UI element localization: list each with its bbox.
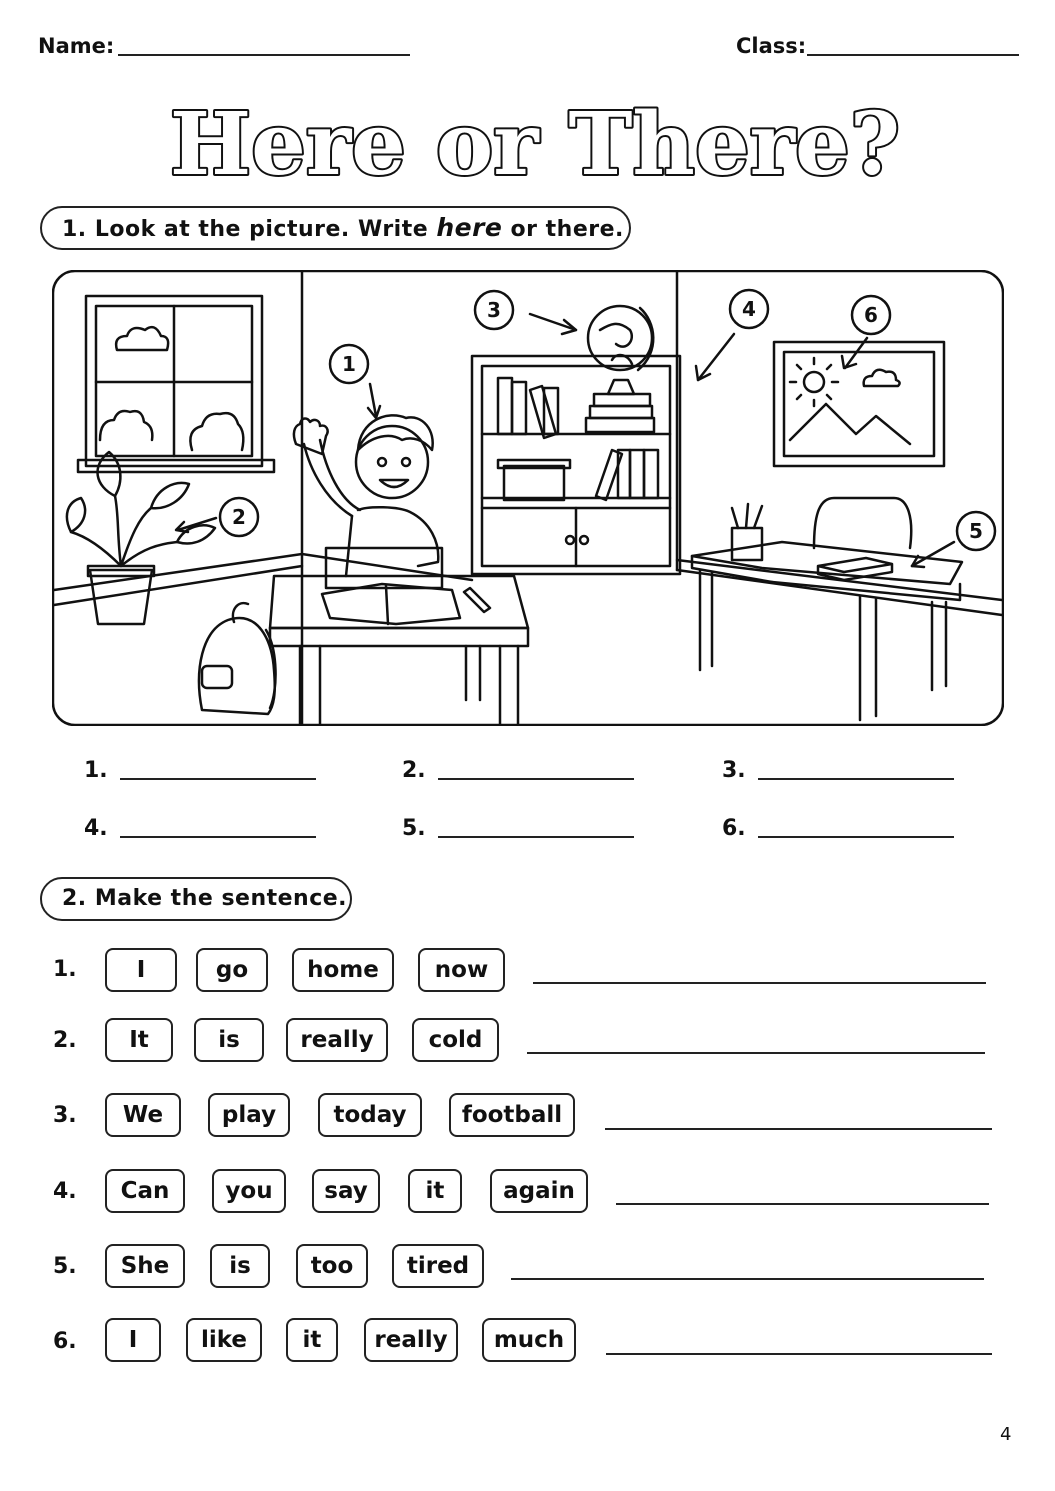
section1-instruction: 1. Look at the picture. Write here or there.	[40, 206, 631, 250]
page-title	[150, 80, 920, 190]
word-tile[interactable]: is	[194, 1018, 264, 1062]
svg-text:5: 5	[969, 519, 983, 543]
answer-number: 5.	[402, 816, 426, 841]
word-tile[interactable]: now	[418, 948, 505, 992]
answer-line[interactable]	[120, 836, 316, 838]
word-tile[interactable]: you	[212, 1169, 286, 1213]
answer-line[interactable]	[758, 778, 954, 780]
marker-4	[730, 290, 768, 328]
plant-icon	[67, 452, 215, 624]
row-number: 2.	[53, 1028, 77, 1053]
word-tile[interactable]: it	[408, 1169, 462, 1213]
sentence-answer-line[interactable]	[527, 1052, 985, 1054]
page-number: 4	[1000, 1424, 1012, 1445]
svg-text:1: 1	[342, 352, 356, 376]
class-field[interactable]	[807, 54, 1019, 56]
word-tile[interactable]: much	[482, 1318, 576, 1362]
window-icon	[78, 296, 274, 472]
word-tile[interactable]: cold	[412, 1018, 499, 1062]
word-tile[interactable]: really	[286, 1018, 388, 1062]
word-tile[interactable]: play	[208, 1093, 290, 1137]
section2-instruction: 2. Make the sentence.	[40, 877, 352, 921]
marker-6	[852, 296, 890, 334]
word-tile[interactable]: go	[196, 948, 268, 992]
word-tile[interactable]: too	[296, 1244, 368, 1288]
picture-frame-icon	[774, 342, 944, 466]
sentence-answer-line[interactable]	[606, 1353, 992, 1355]
word-tile[interactable]: It	[105, 1018, 173, 1062]
svg-text:6: 6	[864, 303, 878, 327]
word-tile[interactable]: home	[292, 948, 394, 992]
answer-line[interactable]	[438, 778, 634, 780]
boy-icon	[294, 415, 438, 576]
svg-text:3: 3	[487, 298, 501, 322]
row-number: 1.	[53, 957, 77, 982]
row-number: 3.	[53, 1103, 77, 1128]
word-tile[interactable]: again	[490, 1169, 588, 1213]
svg-text:2: 2	[232, 505, 246, 529]
name-field[interactable]	[118, 54, 410, 56]
classroom-picture	[52, 270, 1004, 726]
word-tile[interactable]: really	[364, 1318, 458, 1362]
word-tile[interactable]: is	[210, 1244, 270, 1288]
answer-number: 3.	[722, 758, 746, 783]
answer-number: 4.	[84, 816, 108, 841]
backpack-icon	[199, 603, 276, 714]
word-tile[interactable]: like	[186, 1318, 262, 1362]
word-tile[interactable]: today	[318, 1093, 422, 1137]
answer-line[interactable]	[120, 778, 316, 780]
answer-line[interactable]	[438, 836, 634, 838]
word-tile[interactable]: She	[105, 1244, 185, 1288]
word-tile[interactable]: football	[449, 1093, 575, 1137]
row-number: 6.	[53, 1329, 77, 1354]
row-number: 4.	[53, 1179, 77, 1204]
marker-2	[220, 498, 258, 536]
sentence-answer-line[interactable]	[511, 1278, 984, 1280]
word-tile[interactable]: I	[105, 1318, 161, 1362]
word-tile[interactable]: I	[105, 948, 177, 992]
word-tile[interactable]: We	[105, 1093, 181, 1137]
class-label: Class:	[736, 34, 807, 58]
answer-number: 1.	[84, 758, 108, 783]
word-tile[interactable]: tired	[392, 1244, 484, 1288]
sentence-answer-line[interactable]	[616, 1203, 989, 1205]
row-number: 5.	[53, 1254, 77, 1279]
word-tile[interactable]: it	[286, 1318, 338, 1362]
sentence-answer-line[interactable]	[605, 1128, 992, 1130]
bookshelf-icon	[472, 306, 680, 574]
name-label: Name:	[38, 34, 115, 58]
marker-5	[957, 512, 995, 550]
sentence-answer-line[interactable]	[533, 982, 986, 984]
marker-3	[475, 291, 513, 329]
svg-text:Here or There?: Here or There?	[169, 94, 901, 190]
marker-1	[330, 345, 368, 383]
answer-number: 6.	[722, 816, 746, 841]
answer-line[interactable]	[758, 836, 954, 838]
answer-number: 2.	[402, 758, 426, 783]
word-tile[interactable]: Can	[105, 1169, 185, 1213]
teacher-desk-icon	[692, 498, 962, 720]
word-tile[interactable]: say	[312, 1169, 380, 1213]
svg-text:4: 4	[742, 297, 756, 321]
